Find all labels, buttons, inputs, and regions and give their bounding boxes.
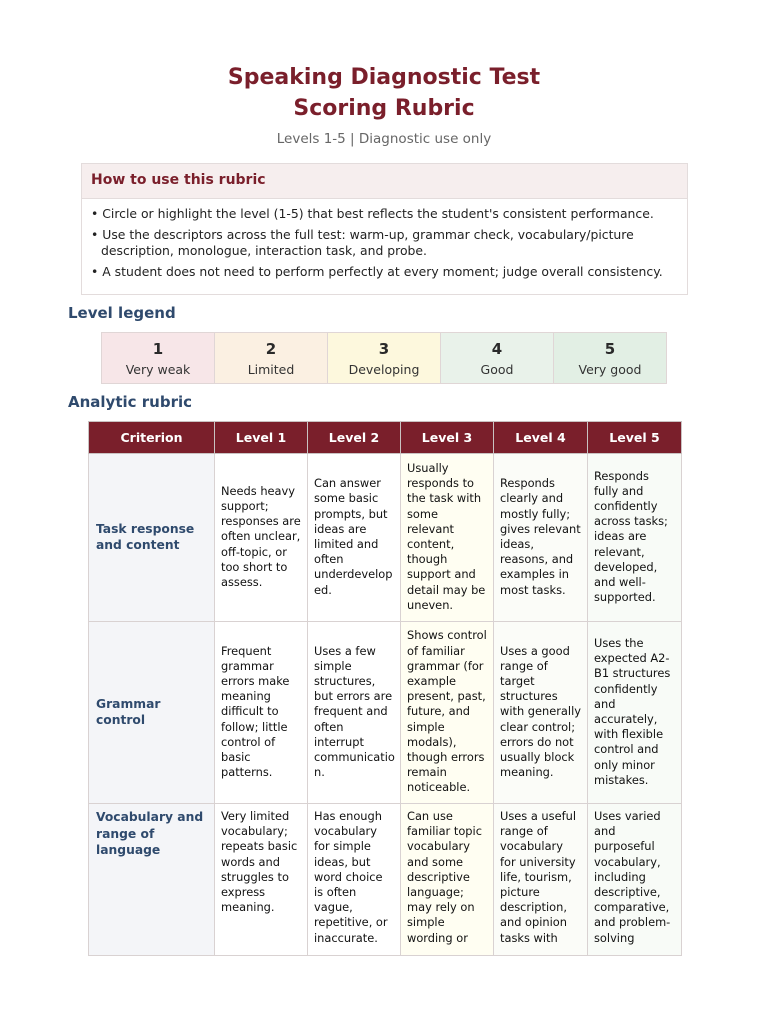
descriptor-cell: Uses varied and purposeful vocabulary, including descriptive, comparative, and problem-solving: [588, 804, 682, 956]
descriptor-cell: Shows control of familiar grammar (for example present, past, future, and simple modals), though errors remain noticeable.: [401, 622, 494, 804]
legend-level-3: [328, 333, 441, 383]
column-header: Level 1: [215, 422, 308, 454]
legend-level-label: Good: [480, 362, 514, 377]
descriptor-cell: Can use familiar topic vocabulary and some descriptive language; may rely on simple wording or: [401, 804, 494, 956]
descriptor-cell: Has enough vocabulary for simple ideas, but word choice is often vague, repetitive, or inaccurate.: [308, 804, 401, 956]
column-header: Criterion: [89, 422, 215, 454]
howto-list: [82, 199, 687, 280]
descriptor-cell: Very limited vocabulary; repeats basic words and struggles to express meaning.: [215, 804, 308, 956]
analytic-rubric-table: [88, 421, 682, 956]
descriptor-cell: Uses a useful range of vocabulary for university life, tourism, picture description, and opinion tasks with: [494, 804, 588, 956]
legend-level-label: Very weak: [125, 362, 191, 377]
legend-level-2: [215, 333, 328, 383]
column-header: Level 2: [308, 422, 401, 454]
howto-box: [81, 163, 688, 295]
page-title: [0, 62, 768, 124]
descriptor-cell: Needs heavy support; responses are often unclear, off-topic, or too short to assess.: [215, 454, 308, 622]
title-line-1: Speaking Diagnostic Test: [227, 65, 541, 90]
column-header: Level 5: [588, 422, 682, 454]
legend-level-number: 5: [604, 340, 616, 358]
legend-level-number: 3: [378, 340, 390, 358]
howto-heading: How to use this rubric: [82, 164, 687, 199]
criterion-cell: Task response and content: [89, 454, 215, 622]
descriptor-cell: Usually responds to the task with some relevant content, though support and detail may be uneven.: [401, 454, 494, 622]
legend-level-1: [102, 333, 215, 383]
descriptor-cell: Responds fully and confidently across tasks; ideas are relevant, developed, and well-supported.: [588, 454, 682, 622]
howto-item: • Use the descriptors across the full test: warm-up, grammar check, vocabulary/picture description, monologue, interaction task, and probe.: [91, 227, 634, 258]
descriptor-cell: Uses a few simple structures, but errors are frequent and often interrupt communicatio n.: [308, 622, 401, 804]
column-header: Level 3: [401, 422, 494, 454]
descriptor-cell: Responds clearly and mostly fully; gives relevant ideas, reasons, and examples in most tasks.: [494, 454, 588, 622]
rubric-heading: Analytic rubric: [68, 393, 192, 411]
column-header: Level 4: [494, 422, 588, 454]
descriptor-cell: Can answer some basic prompts, but ideas are limited and often underdevelop ed.: [308, 454, 401, 622]
descriptor-cell: Uses a good range of target structures with generally clear control; errors do not usually block meaning.: [494, 622, 588, 804]
level-legend: [101, 332, 667, 384]
descriptor-cell: Frequent grammar errors make meaning difficult to follow; little control of basic patterns.: [215, 622, 308, 804]
legend-level-number: 2: [265, 340, 277, 358]
descriptor-cell: Uses the expected A2-B1 structures confidently and accurately, with flexible control and only minor mistakes.: [588, 622, 682, 804]
table-row: [89, 804, 682, 956]
legend-level-label: Limited: [247, 362, 295, 377]
legend-level-label: Developing: [348, 362, 420, 377]
howto-item: • Circle or highlight the level (1-5) that best reflects the student's consistent performance.: [91, 206, 654, 221]
table-row: [89, 622, 682, 804]
criterion-cell: Vocabulary and range of language: [89, 804, 215, 956]
howto-item: • A student does not need to perform perfectly at every moment; judge overall consistency.: [91, 264, 663, 279]
criterion-cell: Grammar control: [89, 622, 215, 804]
legend-level-4: [441, 333, 554, 383]
legend-level-number: 1: [152, 340, 164, 358]
legend-level-number: 4: [491, 340, 503, 358]
legend-level-label: Very good: [578, 362, 642, 377]
table-row: [89, 454, 682, 622]
title-line-2: Scoring Rubric: [293, 96, 475, 121]
legend-heading: Level legend: [68, 304, 176, 322]
page-subtitle: Levels 1-5 | Diagnostic use only: [276, 131, 492, 147]
legend-level-5: [554, 333, 666, 383]
table-header-row: [89, 422, 682, 454]
